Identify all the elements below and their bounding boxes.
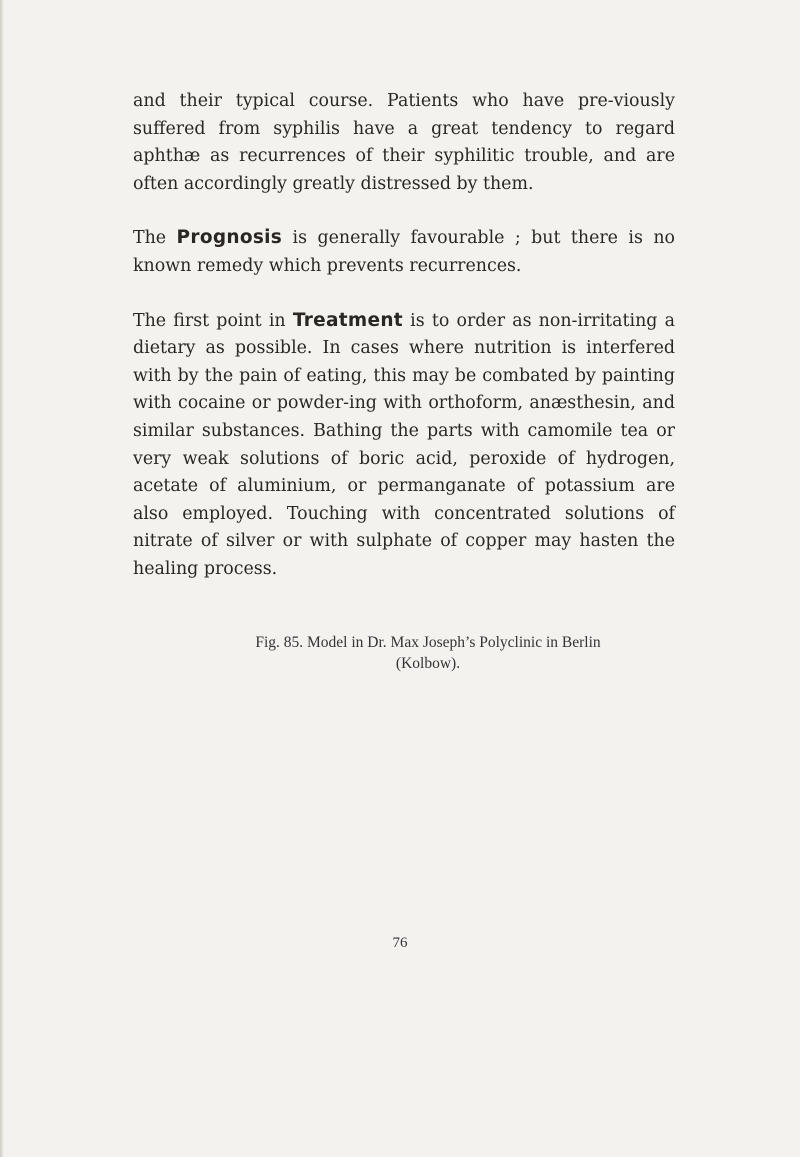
figure-caption-line-2: (Kolbow).	[395, 655, 461, 672]
treatment-heading: Treatment	[292, 309, 403, 331]
prognosis-heading: Prognosis	[176, 227, 283, 249]
prognosis-text: is generally favourable ; but there is no known remedy which prevents recurrences.	[133, 228, 675, 276]
paragraph-prognosis	[133, 224, 675, 280]
treatment-lead-text: The first point in	[133, 310, 293, 331]
figure-caption	[133, 632, 723, 674]
body-text	[133, 88, 675, 584]
figure-caption-line-1: Fig. 85. Model in Dr. Max Joseph’s Polyclinic in Berlin	[255, 634, 601, 651]
paragraph-treatment	[133, 307, 675, 584]
prognosis-lead-text: The	[133, 228, 177, 249]
scan-edge	[0, 0, 4, 1157]
page-number: 76	[392, 935, 408, 951]
treatment-text: is to order as non-irritating a dietary as possible. In cases where nutrition is interfered with by the pain of eating, this may be combated by painting with cocaine or powder-ing with orthoform, anæsthesin, and similar substances. Bathing the parts with camomile tea or very weak solutions of boric acid, peroxide of hydrogen, acetate of aluminium, or permanganate of potassium are also employed. Touching with concentrated solutions of nitrate of silver or with sulphate of copper may hasten the healing process.	[133, 310, 675, 579]
paragraph-aphthae-course: and their typical course. Patients who have pre-viously suffered from syphilis have a great tendency to regard aphthæ as recurrences of their syphilitic trouble, and are often accordingly greatly distressed by them.	[133, 91, 675, 194]
